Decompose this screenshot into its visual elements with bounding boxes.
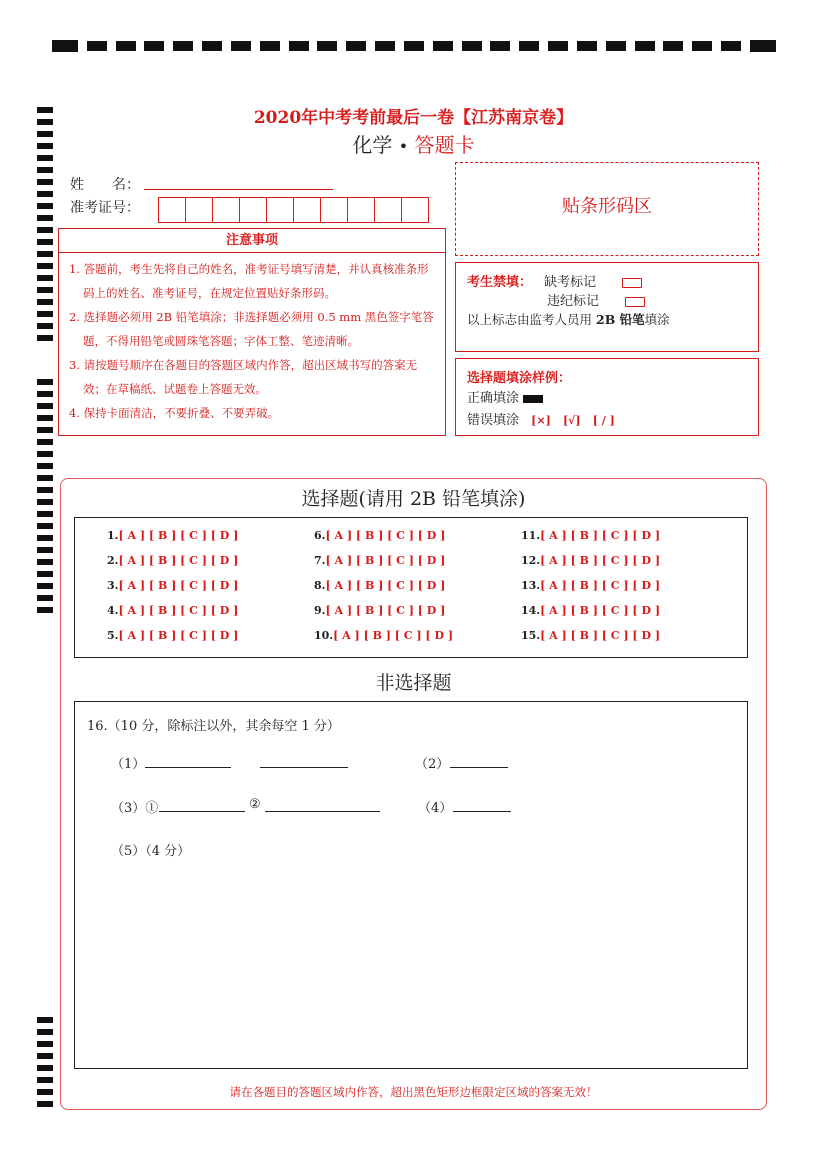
id-digit-box[interactable] (402, 198, 428, 222)
mc-options[interactable]: [ A ] [ B ] [ C ] [ D ] (118, 604, 239, 617)
id-digit-box[interactable] (321, 198, 348, 222)
wrong-fill-row (467, 409, 615, 428)
mc-options[interactable]: [ A ] [ B ] [ C ] [ D ] (325, 604, 446, 617)
q16-part1-blank-a[interactable] (145, 755, 231, 768)
barcode-area: 贴条形码区 (455, 162, 759, 256)
forbidden-note-pre: 以上标志由监考人员用 (467, 312, 593, 327)
violation-mark-label: 违纪标记 (547, 294, 600, 309)
mc-number: 13. (521, 579, 541, 592)
notice-title: 注意事项 (59, 229, 445, 253)
violation-mark-box[interactable] (625, 297, 645, 307)
mc-question[interactable] (314, 529, 445, 542)
title-dot: • (398, 137, 409, 156)
wrong-mark-check: [√] (562, 414, 581, 427)
correct-fill-sample (523, 395, 543, 403)
mc-number: 9. (314, 604, 326, 617)
q16-part4-blank[interactable] (453, 799, 511, 812)
footer-warning: 请在各题目的答题区域内作答，超出黑色矩形边框限定区域的答案无效！ (229, 1085, 598, 1099)
mc-question[interactable] (314, 604, 445, 617)
q16-part3-blank-b[interactable] (265, 799, 380, 812)
notice-item: 3. 请按题号顺序在各题目的答题区域内作答，超出区域书写的答案无效；在草稿纸、试题卷上答题无效。 (69, 358, 418, 396)
absent-mark-label: 缺考标记 (544, 275, 597, 290)
mc-number: 6. (314, 529, 326, 542)
wrong-fill-label: 错误填涂 (467, 413, 520, 428)
mc-question[interactable] (107, 529, 238, 542)
correct-fill-row (467, 387, 543, 406)
mc-question[interactable] (314, 579, 445, 592)
mc-options[interactable]: [ A ] [ B ] [ C ] [ D ] (540, 604, 661, 617)
mc-options[interactable]: [ A ] [ B ] [ C ] [ D ] (540, 629, 661, 642)
mc-number: 14. (521, 604, 541, 617)
notice-item: 1. 答题前，考生先将自己的姓名，准考证号填写清楚，并认真核准条形码上的姓名、准考证号，在规定位置贴好条形码。 (69, 262, 429, 300)
mc-question[interactable] (521, 554, 660, 567)
mc-question[interactable] (107, 554, 238, 567)
mc-number: 10. (314, 629, 334, 642)
absent-mark-box[interactable] (622, 278, 642, 288)
notice-item: 4. 保持卡面清洁，不要折叠、不要弄破。 (69, 406, 280, 420)
mc-number: 7. (314, 554, 326, 567)
mc-number: 11. (521, 529, 541, 542)
mc-options[interactable]: [ A ] [ B ] [ C ] [ D ] (540, 529, 661, 542)
mc-question[interactable] (314, 554, 445, 567)
mc-options[interactable]: [ A ] [ B ] [ C ] [ D ] (325, 579, 446, 592)
mc-question[interactable] (107, 629, 238, 642)
notice-list (59, 253, 445, 425)
forbidden-row-absent (467, 271, 642, 290)
card-label: 答题卡 (414, 133, 475, 157)
mc-options[interactable]: [ A ] [ B ] [ C ] [ D ] (333, 629, 454, 642)
forbidden-row-violation (547, 290, 645, 309)
wrong-mark-cross: [×] (531, 414, 551, 427)
mc-options[interactable]: [ A ] [ B ] [ C ] [ D ] (118, 629, 239, 642)
forbidden-label: 考生禁填： (467, 275, 533, 290)
mc-number: 4. (107, 604, 119, 617)
name-label: 姓 名： (70, 177, 140, 193)
mc-question[interactable] (521, 629, 660, 642)
mc-number: 1. (107, 529, 119, 542)
mc-number: 8. (314, 579, 326, 592)
correct-fill-label: 正确填涂 (467, 391, 520, 406)
mc-question[interactable] (107, 604, 238, 617)
notice-item: 2. 选择题必须用 2B 铅笔填涂；非选择题必须用 0.5 mm 黑色签字笔答题，不得用铅笔或圆珠笔答题；字体工整、笔迹清晰。 (69, 310, 434, 348)
id-digit-box[interactable] (348, 198, 375, 222)
q16-part1-label: （1） (111, 757, 146, 772)
id-digit-box[interactable] (375, 198, 402, 222)
mc-options[interactable]: [ A ] [ B ] [ C ] [ D ] (325, 529, 446, 542)
fill-example-title: 选择题填涂样例： (467, 371, 572, 386)
q16-part2-label: （2） (415, 757, 450, 772)
question-16-box[interactable] (74, 701, 748, 1069)
id-digit-box[interactable] (267, 198, 294, 222)
forbidden-note-post: 填涂 (644, 312, 670, 327)
id-digit-box[interactable] (294, 198, 321, 222)
mc-number: 5. (107, 629, 119, 642)
q16-part2-blank[interactable] (450, 755, 508, 768)
q16-part5-label: （5）（4 分） (111, 844, 191, 859)
mc-options[interactable]: [ A ] [ B ] [ C ] [ D ] (540, 554, 661, 567)
mc-question[interactable] (107, 579, 238, 592)
mc-options[interactable]: [ A ] [ B ] [ C ] [ D ] (118, 529, 239, 542)
mc-options[interactable]: [ A ] [ B ] [ C ] [ D ] (118, 579, 239, 592)
id-digit-box[interactable] (159, 198, 186, 222)
mc-number: 2. (107, 554, 119, 567)
notice-box (58, 228, 446, 436)
q16-part1-blank-b[interactable] (260, 755, 348, 768)
mc-number: 12. (521, 554, 541, 567)
q16-part3-label: （3）① (111, 801, 159, 816)
mc-question[interactable] (521, 579, 660, 592)
mc-options[interactable]: [ A ] [ B ] [ C ] [ D ] (118, 554, 239, 567)
id-digit-box[interactable] (240, 198, 267, 222)
top-timing-marks (52, 40, 776, 52)
mc-number: 15. (521, 629, 541, 642)
mc-question[interactable] (521, 604, 660, 617)
q16-part3-second-label: ② (249, 797, 261, 812)
mc-section-title: 选择题(请用 2B 铅笔填涂) (301, 488, 526, 510)
subject-name: 化学 (352, 133, 393, 157)
mc-question[interactable] (314, 629, 453, 642)
mc-question[interactable] (521, 529, 660, 542)
forbidden-box (455, 262, 759, 352)
question-16-prompt: 16.（10 分，除标注以外，其余每空 1 分） (87, 719, 340, 734)
exam-title: 2020年中考考前最后一卷【江苏南京卷】 (253, 108, 574, 128)
card-title (0, 129, 827, 158)
fill-example-box (455, 358, 759, 436)
name-field[interactable] (144, 189, 333, 190)
mc-options[interactable]: [ A ] [ B ] [ C ] [ D ] (325, 554, 446, 567)
mc-number: 3. (107, 579, 119, 592)
mc-options[interactable]: [ A ] [ B ] [ C ] [ D ] (540, 579, 661, 592)
non-mc-section-title: 非选择题 (375, 672, 452, 694)
id-number-grid[interactable] (158, 197, 429, 223)
mc-answer-box (74, 517, 748, 658)
forbidden-note (467, 310, 670, 328)
id-label: 准考证号： (70, 200, 140, 216)
id-digit-box[interactable] (213, 198, 240, 222)
id-digit-box[interactable] (186, 198, 213, 222)
forbidden-note-bold: 2B 铅笔 (596, 312, 645, 327)
q16-part4-label: （4） (418, 801, 453, 816)
wrong-mark-slash: [ / ] (592, 414, 615, 427)
q16-part3-blank-a[interactable] (159, 799, 245, 812)
